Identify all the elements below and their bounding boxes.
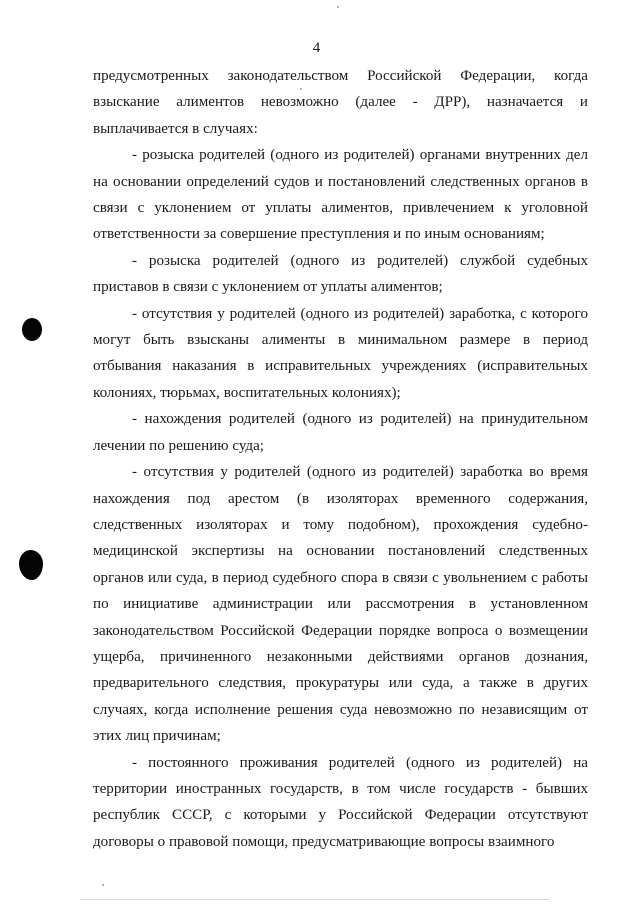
scan-speck xyxy=(337,6,339,8)
scan-speck xyxy=(102,884,104,886)
paragraph-compulsory-treatment: - нахождения родителей (одного из родителей) на принудительном лечении по решению суда; xyxy=(93,411,588,454)
paragraph-continuation: предусмотренных законодательством Российской Федерации, когда взыскание алиментов невозможно (далее - ДРР), назначается и выплачивается в случаях: xyxy=(93,68,588,137)
scan-speck xyxy=(300,88,302,90)
punch-hole-bottom xyxy=(19,550,43,580)
scan-artifact-line xyxy=(80,899,550,900)
paragraph-search-by-bailiffs: - розыска родителей (одного из родителей) службой судебных приставов в связи с уклонением от уплаты алиментов; xyxy=(93,252,588,296)
paragraph-search-by-police: - розыска родителей (одного из родителей) органами внутренних дел на основании определений судов и постановлений следственных органов в связи с уклонением от уплаты алиментов, привлечением к уголовной ответственности за совершение преступления и по иным основаниям; xyxy=(93,147,588,243)
document-body xyxy=(93,63,588,855)
paragraph-no-earnings-arrest: - отсутствия у родителей (одного из родителей) заработка во время нахождения под арестом (в изоляторах временного содержания, следственных изоляторах и тому подобном), прохождения судебно-медицинской экспертизы на основании постановлений следственных органов или суда, в период судебного спора в связи с увольнением с работы по инициативе администрации или рассмотрения в установленном законодательством Российской Федерации порядке вопроса о возмещении ущерба, причиненного незаконными действиями органов дознания, предварительного следствия, прокуратуры или суда, а также в других случаях, когда исполнение решения суда невозможно по независящим от этих лиц причинам; xyxy=(93,464,588,745)
paragraph-no-earnings-imprisonment: - отсутствия у родителей (одного из родителей) заработка, с которого могут быть взысканы алименты в минимальном размере в период отбывания наказания в исправительных учреждениях (исправительных колониях, тюрьмах, воспитательных колониях); xyxy=(93,305,588,401)
paragraph-residence-abroad: - постоянного проживания родителей (одного из родителей) на территории иностранных государств, в том числе государств - бывших республик СССР, с которыми у Российской Федерации отсутствуют договоры о правовой помощи, предусматривающие вопросы взаимного xyxy=(93,754,588,850)
page-number: 4 xyxy=(312,40,321,56)
punch-hole-top xyxy=(22,318,42,341)
